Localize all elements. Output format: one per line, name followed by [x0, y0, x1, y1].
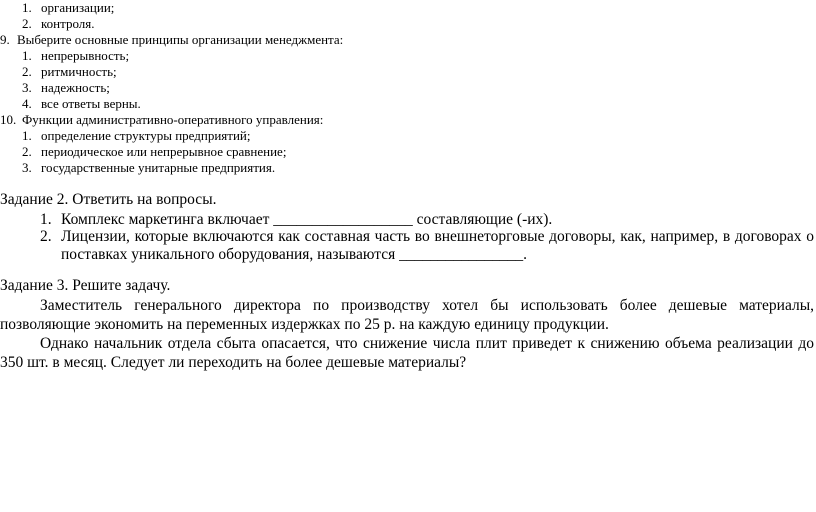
option-text: определение структуры предприятий; [41, 128, 251, 143]
option-number: 3. [22, 160, 32, 175]
option-text: надежность; [41, 80, 110, 95]
paragraph-line: Однако начальник отдела сбыта опасается, что снижение числа плит приведет к снижению объема реализации до [40, 335, 814, 352]
question-number: 10. [0, 112, 17, 127]
option-text: государственные унитарные предприятия. [41, 160, 276, 175]
item-number: 2. [40, 228, 52, 245]
question-text: Функции административно-оперативного управления: [22, 112, 324, 127]
option-text: все ответы верны. [41, 96, 141, 111]
option-number: 2. [22, 144, 32, 159]
option-number: 2. [22, 64, 32, 79]
option-number: 1. [22, 0, 32, 15]
option-text: периодическое или непрерывное сравнение; [41, 144, 287, 159]
paragraph-line: позволяющие экономить на переменных издержках по 25 р. на каждую единицу продукции. [0, 316, 609, 333]
task-title: Задание 3. Решите задачу. [0, 277, 171, 294]
option-number: 4. [22, 96, 32, 111]
option-text: непрерывность; [41, 48, 130, 63]
item-text: Комплекс маркетинга включает __________________ составляющие (-их). [61, 211, 553, 228]
question-number: 9. [0, 32, 10, 47]
option-number: 1. [22, 128, 32, 143]
paragraph-line: 350 шт. в месяц. Следует ли переходить на более дешевые материалы? [0, 354, 467, 371]
option-text: ритмичность; [41, 64, 117, 79]
option-text: контроля. [41, 16, 95, 31]
option-number: 1. [22, 48, 32, 63]
task-title: Задание 2. Ответить на вопросы. [0, 191, 217, 208]
option-number: 3. [22, 80, 32, 95]
paragraph-line: Заместитель генерального директора по производству хотел бы использовать более дешевые материалы, [40, 297, 814, 314]
item-number: 1. [40, 211, 52, 228]
item-text: поставках уникального оборудования, называются ________________. [61, 246, 527, 263]
option-text: организации; [41, 0, 115, 15]
item-text: Лицензии, которые включаются как составная часть во внешнеторговые договоры, как, например, в договорах о [61, 228, 814, 245]
option-number: 2. [22, 16, 32, 31]
question-text: Выберите основные принципы организации менеджмента: [17, 32, 344, 47]
